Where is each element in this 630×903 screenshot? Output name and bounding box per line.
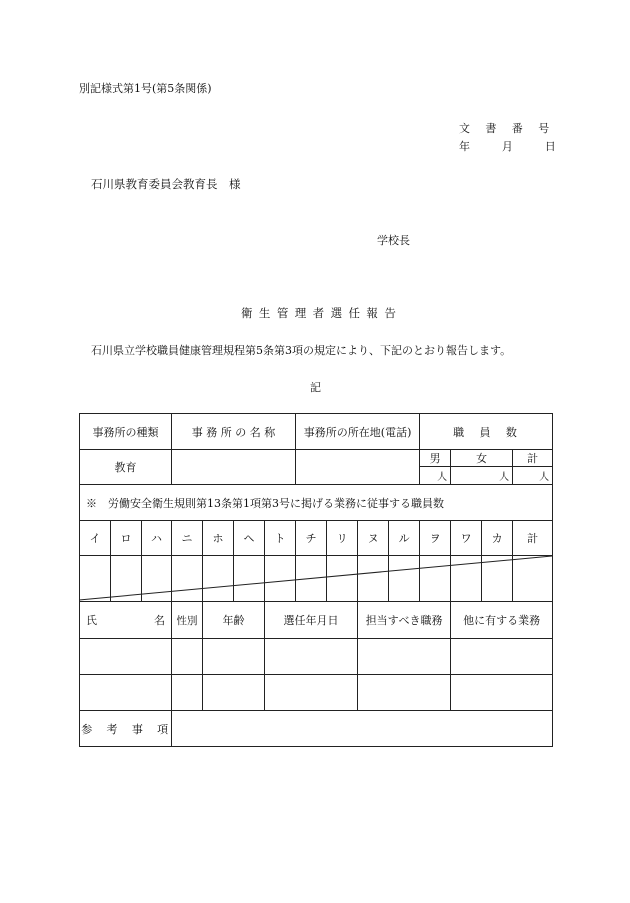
name-field-2[interactable] — [80, 675, 172, 711]
appointment-date-field-2[interactable] — [265, 675, 358, 711]
worker-count-note: ※ 労働安全衛生規則第13条第1項第3号に掲げる業務に従事する職員数 — [80, 485, 553, 521]
date-label: 年 月 日 — [459, 140, 560, 153]
kana-cell-ho: ホ — [203, 521, 234, 556]
office-address-field[interactable] — [296, 450, 420, 485]
appointment-date-header: 選任年月日 — [265, 602, 358, 639]
ki-label: 記 — [310, 381, 321, 394]
age-field-1[interactable] — [203, 639, 265, 675]
sender: 学校長 — [377, 234, 410, 247]
name-header-part2: 名 — [154, 614, 166, 627]
appointment-date-field-1[interactable] — [265, 639, 358, 675]
count-cell-ni[interactable] — [172, 556, 203, 602]
count-cell-ka[interactable] — [482, 556, 513, 602]
age-header: 年齢 — [203, 602, 265, 639]
count-cell-nu[interactable] — [358, 556, 389, 602]
kana-cell-chi: チ — [296, 521, 327, 556]
kana-cell-i: イ — [80, 521, 111, 556]
staff-count-header: 職 員 数 — [420, 414, 553, 450]
kana-cell-wo: ヲ — [420, 521, 451, 556]
kana-cell-ni: ニ — [172, 521, 203, 556]
kana-cell-ri: リ — [327, 521, 358, 556]
count-cell-ro[interactable] — [111, 556, 142, 602]
total-unit[interactable]: 人 — [513, 467, 553, 485]
recipient: 石川県教育委員会教育長 様 — [91, 177, 241, 191]
sex-header: 性別 — [172, 602, 203, 639]
name-header — [80, 602, 172, 639]
kana-cell-ro: ロ — [111, 521, 142, 556]
count-cell-total[interactable] — [513, 556, 553, 602]
other-duties-header: 他に有する業務 — [451, 602, 553, 639]
count-cell-wo[interactable] — [420, 556, 451, 602]
report-table — [79, 413, 553, 747]
kana-cell-ha: ハ — [142, 521, 172, 556]
document-number-label: 文 書 番 号 — [459, 122, 552, 135]
kana-cell-nu: ヌ — [358, 521, 389, 556]
remarks-label: 参 考 事 項 — [80, 711, 172, 747]
body-text: 石川県立学校職員健康管理規程第5条第3項の規定により、下記のとおり報告します。 — [91, 344, 512, 357]
office-type-value: 教育 — [80, 450, 172, 485]
count-cell-chi[interactable] — [296, 556, 327, 602]
count-cell-to[interactable] — [265, 556, 296, 602]
count-cell-wa[interactable] — [451, 556, 482, 602]
report-title: 衛 生 管 理 者 選 任 報 告 — [241, 306, 398, 320]
kana-cell-ru: ル — [389, 521, 420, 556]
total-label: 計 — [513, 450, 553, 467]
remarks-field[interactable] — [172, 711, 553, 747]
count-cell-ru[interactable] — [389, 556, 420, 602]
office-name-header: 事 務 所 の 名 称 — [172, 414, 296, 450]
office-name-field[interactable] — [172, 450, 296, 485]
count-cell-ri[interactable] — [327, 556, 358, 602]
male-unit[interactable]: 人 — [420, 467, 451, 485]
count-cell-ho[interactable] — [203, 556, 234, 602]
female-label: 女 — [451, 450, 513, 467]
sex-field-1[interactable] — [172, 639, 203, 675]
duty-field-1[interactable] — [358, 639, 451, 675]
duty-field-2[interactable] — [358, 675, 451, 711]
count-cell-i[interactable] — [80, 556, 111, 602]
kana-cell-wa: ワ — [451, 521, 482, 556]
count-cell-he[interactable] — [234, 556, 265, 602]
age-field-2[interactable] — [203, 675, 265, 711]
kana-cell-he: ヘ — [234, 521, 265, 556]
kana-cell-total: 計 — [513, 521, 553, 556]
name-field-1[interactable] — [80, 639, 172, 675]
name-header-part1: 氏 — [86, 614, 97, 627]
other-duties-field-1[interactable] — [451, 639, 553, 675]
office-type-header: 事務所の種類 — [80, 414, 172, 450]
office-address-header: 事務所の所在地(電話) — [296, 414, 420, 450]
male-label: 男 — [420, 450, 451, 467]
female-unit[interactable]: 人 — [451, 467, 513, 485]
duty-header: 担当すべき職務 — [358, 602, 451, 639]
count-cell-ha[interactable] — [142, 556, 172, 602]
kana-cell-to: ト — [265, 521, 296, 556]
other-duties-field-2[interactable] — [451, 675, 553, 711]
kana-cell-ka: カ — [482, 521, 513, 556]
sex-field-2[interactable] — [172, 675, 203, 711]
form-number: 別記様式第1号(第5条関係) — [79, 82, 212, 95]
